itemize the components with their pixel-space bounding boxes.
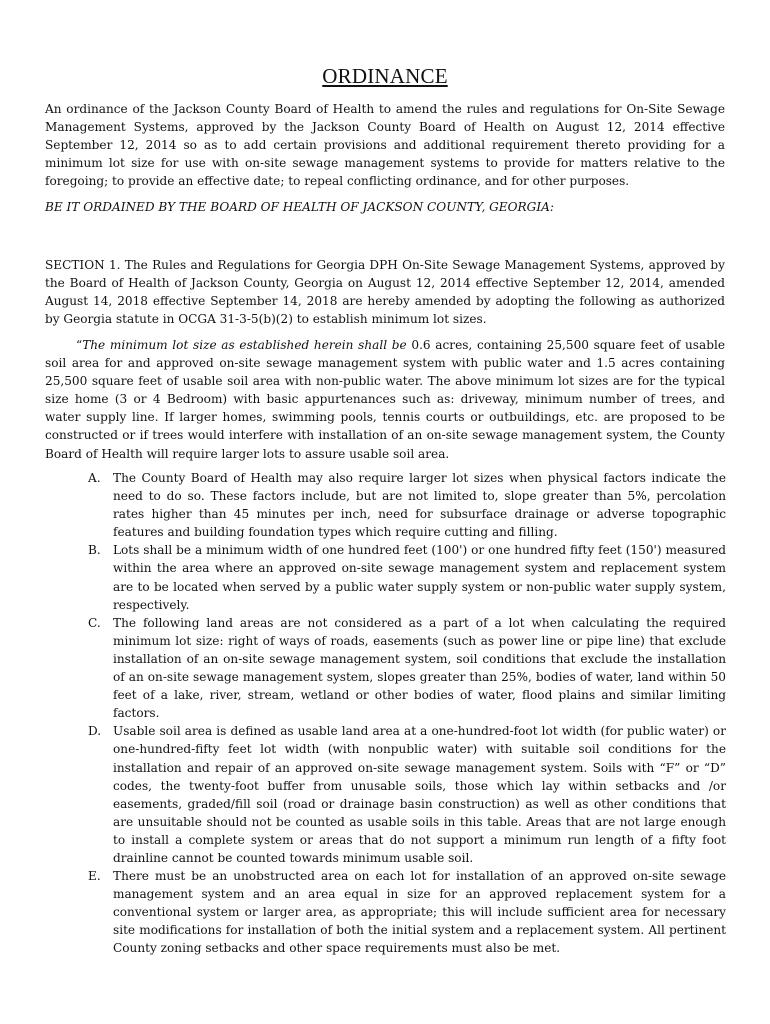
list-item: [88, 722, 726, 867]
list-item-letter: D.: [88, 724, 102, 739]
list-item-letter: E.: [88, 869, 101, 884]
list-item-letter: B.: [88, 543, 101, 558]
minimum-lot-size-paragraph: [45, 336, 725, 463]
section-1-paragraph: SECTION 1. The Rules and Regulations for Georgia DPH On-Site Sewage Management Systems, approved by the Board of Health of Jackson County, Georgia on August 12, 2014 effective September 12, 2014, amended August 14, 2018 effective September 14, 2018 are hereby amended by adopting the following as authorized by Georgia statute in OCGA 31-3-5(b)(2) to establish minimum lot sizes.: [45, 258, 725, 327]
list-item-text: Usable soil area is defined as usable land area at a one-hundred-foot lot width (for public water) or one-hundred-fifty feet lot width (with nonpublic water) with suitable soil conditions for the installation and repair of an approved on-site sewage management system. Soils with “F” or “D” codes, the twenty-foot buffer from unusable soils, those which lay within setbacks and /or easements, graded/fill soil (road or drainage basin construction) as well as other conditions that are unsuitable should not be counted as usable soils in this table. Areas that are not large enough to install a complete system or areas that do not support a minimum run length of a fifty foot drainline cannot be counted towards minimum usable soil.: [113, 724, 726, 865]
ordained-statement: BE IT ORDAINED BY THE BOARD OF HEALTH OF JACKSON COUNTY, GEORGIA:: [45, 200, 554, 214]
quote-italic-text: The minimum lot size as established herein shall be: [82, 338, 407, 352]
list-item-text: The following land areas are not considered as a part of a lot when calculating the required minimum lot size: right of ways of roads, easements (such as power line or pipe line) that exclude installation of an on-site sewage management system, soil conditions that exclude the installation of an on-site sewage management system, slopes greater than 25%, bodies of water, land within 50 feet of a lake, river, stream, wetland or other bodies of water, flood plains and similar limiting factors.: [113, 615, 726, 721]
list-item-text: The County Board of Health may also require larger lot sizes when physical factors indicate the need to do so. These factors include, but are not limited to, slope greater than 5%, percolation rates higher than 45 minutes per inch, need for subsurface drainage or adverse topographic features and building foundation types which require cutting and filling.: [113, 471, 726, 540]
list-item-text: Lots shall be a minimum width of one hundred feet (100') or one hundred fifty feet (150') measured within the area where an approved on-site sewage management system and replacement system are to be located when served by a public water supply system or non-public water supply system, respectively.: [113, 543, 726, 612]
list-item-text: There must be an unobstructed area on each lot for installation of an approved on-site sewage management system and an area equal in size for an approved replacement system for a conventional system or larger area, as appropriate; this will include sufficient area for necessary site modifications for installation of both the initial system and a replacement system. All pertinent County zoning setbacks and other space requirements must also be met.: [113, 869, 726, 956]
list-item-letter: A.: [88, 471, 101, 485]
list-item: [88, 867, 726, 957]
list-item: [88, 469, 726, 541]
list-item: [88, 541, 726, 613]
list-item: [88, 614, 726, 723]
preamble-paragraph: An ordinance of the Jackson County Board of Health to amend the rules and regulations for On-Site Sewage Management Systems, approved by the Jackson County Board of Health on August 12, 2014 effective September 12, 2014 so as to add certain provisions and additional requirement thereto providing for a minimum lot size for use with on-site sewage management systems to provide for matters relative to the foregoing; to provide an effective date; to repeal conflicting ordinance, and for other purposes.: [45, 102, 725, 189]
document-title: ORDINANCE: [322, 64, 448, 88]
quote-body-text: 0.6 acres, containing 25,500 square feet of usable soil area for and approved on-site sewage management system with public water and 1.5 acres containing 25,500 square feet of usable soil area with non-public water. The above minimum lot sizes are for the typical size home (3 or 4 Bedroom) with basic appurtenances such as: driveway, minimum number of trees, and water supply line. If larger homes, swimming pools, tennis courts or outbuildings, etc. are proposed to be constructed or if trees would interfere with installation of an on-site sewage management system, the County Board of Health will require larger lots to assure usable soil area.: [45, 338, 725, 461]
open-quote: “: [76, 338, 83, 352]
list-item-letter: C.: [88, 615, 101, 630]
requirements-list: [88, 469, 726, 958]
